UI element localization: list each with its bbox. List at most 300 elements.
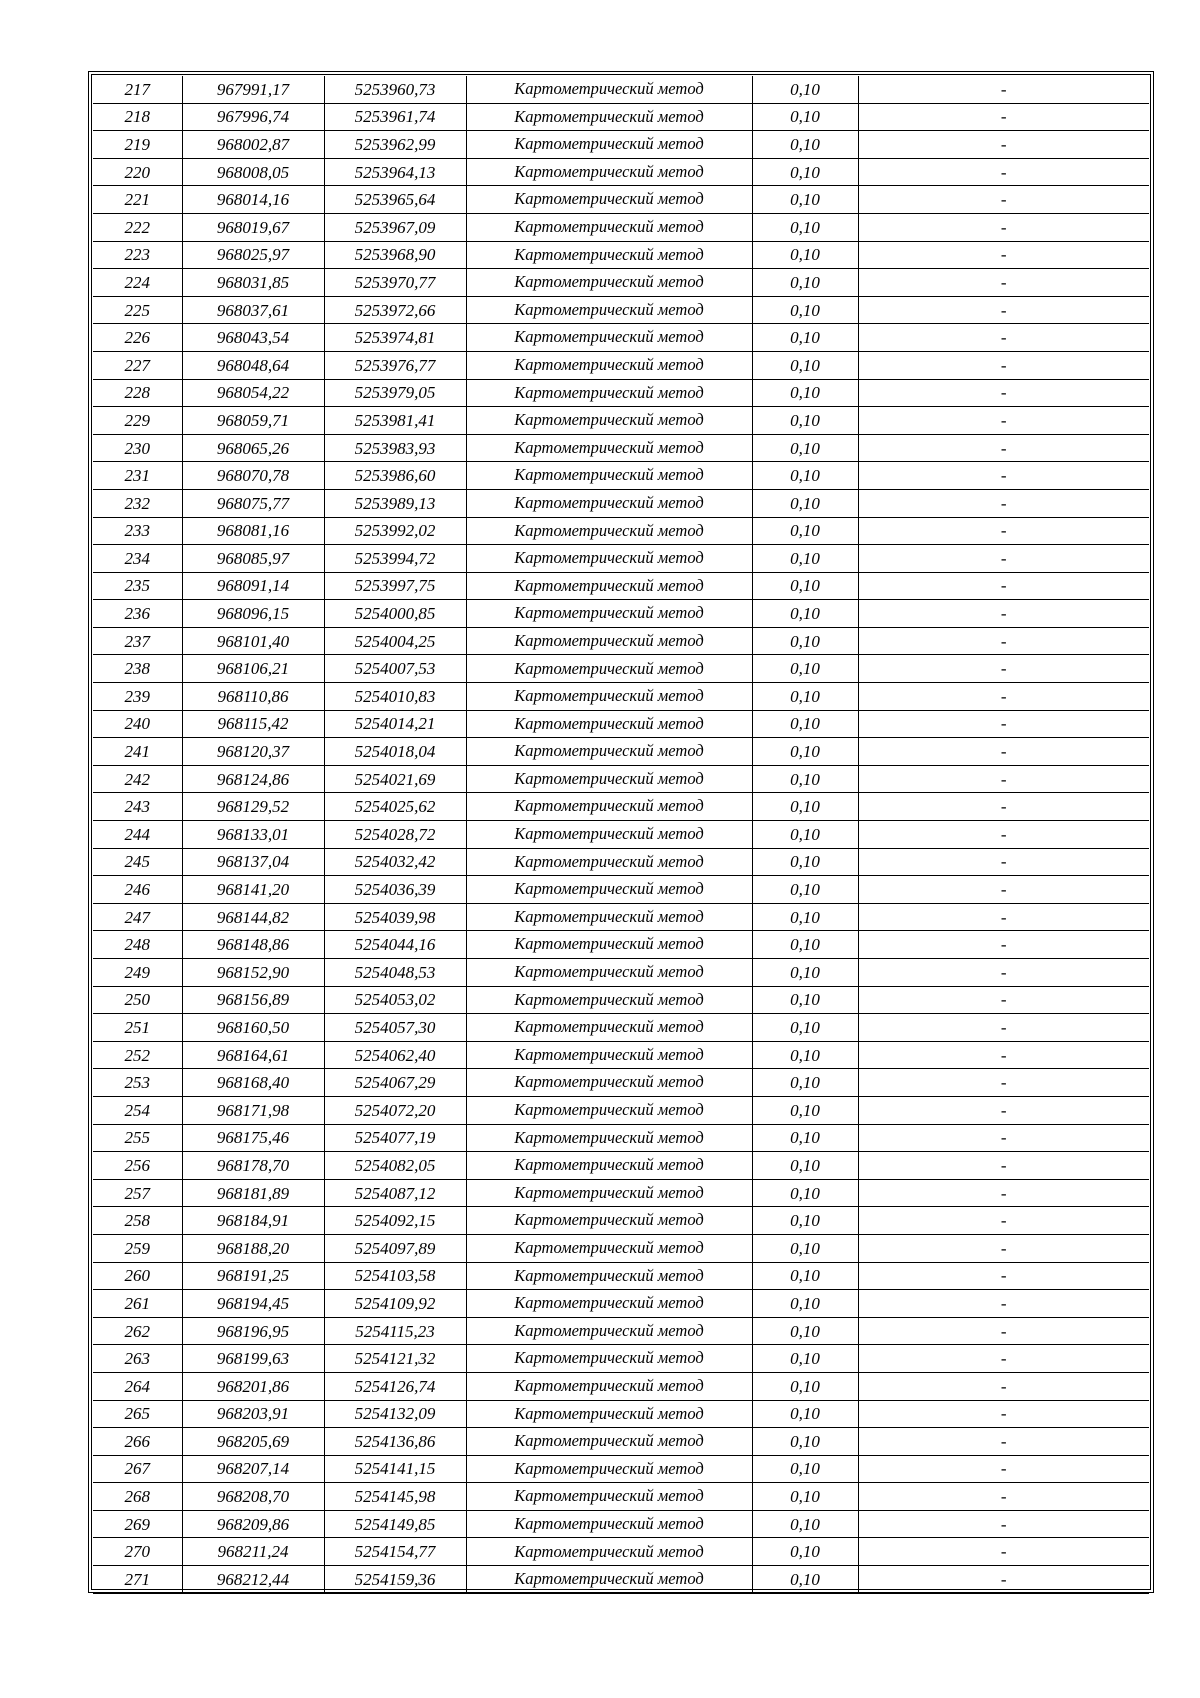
table-row xyxy=(93,379,1149,407)
table-row xyxy=(93,213,1149,241)
method-cell: Картометрический метод xyxy=(466,434,752,462)
x-coordinate-cell: 968196,95 xyxy=(182,1317,324,1345)
description-cell: - xyxy=(858,1483,1149,1511)
table-row xyxy=(93,407,1149,435)
y-coordinate-cell: 5254087,12 xyxy=(324,1179,466,1207)
method-cell: Картометрический метод xyxy=(466,986,752,1014)
x-coordinate-cell: 968208,70 xyxy=(182,1483,324,1511)
method-cell: Картометрический метод xyxy=(466,1124,752,1152)
method-cell: Картометрический метод xyxy=(466,1483,752,1511)
y-coordinate-cell: 5254062,40 xyxy=(324,1041,466,1069)
point-number-cell: 249 xyxy=(93,959,182,987)
precision-cell: 0,10 xyxy=(752,1207,858,1235)
precision-cell: 0,10 xyxy=(752,1317,858,1345)
y-coordinate-cell: 5254067,29 xyxy=(324,1069,466,1097)
precision-cell: 0,10 xyxy=(752,1538,858,1566)
method-cell: Картометрический метод xyxy=(466,76,752,103)
method-cell: Картометрический метод xyxy=(466,1014,752,1042)
description-cell: - xyxy=(858,627,1149,655)
y-coordinate-cell: 5254007,53 xyxy=(324,655,466,683)
y-coordinate-cell: 5254145,98 xyxy=(324,1483,466,1511)
description-cell: - xyxy=(858,1538,1149,1566)
description-cell: - xyxy=(858,1290,1149,1318)
y-coordinate-cell: 5253994,72 xyxy=(324,545,466,573)
x-coordinate-cell: 968115,42 xyxy=(182,710,324,738)
precision-cell: 0,10 xyxy=(752,1483,858,1511)
y-coordinate-cell: 5254000,85 xyxy=(324,600,466,628)
point-number-cell: 225 xyxy=(93,296,182,324)
y-coordinate-cell: 5253968,90 xyxy=(324,241,466,269)
description-cell: - xyxy=(858,1124,1149,1152)
precision-cell: 0,10 xyxy=(752,738,858,766)
description-cell: - xyxy=(858,1400,1149,1428)
description-cell: - xyxy=(858,876,1149,904)
description-cell: - xyxy=(858,1455,1149,1483)
description-cell: - xyxy=(858,1096,1149,1124)
description-cell: - xyxy=(858,1069,1149,1097)
x-coordinate-cell: 968212,44 xyxy=(182,1566,324,1594)
y-coordinate-cell: 5254057,30 xyxy=(324,1014,466,1042)
description-cell: - xyxy=(858,434,1149,462)
point-number-cell: 226 xyxy=(93,324,182,352)
y-coordinate-cell: 5253979,05 xyxy=(324,379,466,407)
x-coordinate-cell: 968002,87 xyxy=(182,131,324,159)
y-coordinate-cell: 5253983,93 xyxy=(324,434,466,462)
table-row xyxy=(93,1234,1149,1262)
y-coordinate-cell: 5253972,66 xyxy=(324,296,466,324)
precision-cell: 0,10 xyxy=(752,434,858,462)
x-coordinate-cell: 968201,86 xyxy=(182,1372,324,1400)
y-coordinate-cell: 5254132,09 xyxy=(324,1400,466,1428)
precision-cell: 0,10 xyxy=(752,1262,858,1290)
x-coordinate-cell: 968037,61 xyxy=(182,296,324,324)
method-cell: Картометрический метод xyxy=(466,821,752,849)
x-coordinate-cell: 968120,37 xyxy=(182,738,324,766)
description-cell: - xyxy=(858,103,1149,131)
table-row xyxy=(93,876,1149,904)
description-cell: - xyxy=(858,241,1149,269)
table-row xyxy=(93,931,1149,959)
point-number-cell: 258 xyxy=(93,1207,182,1235)
table-row xyxy=(93,1372,1149,1400)
point-number-cell: 221 xyxy=(93,186,182,214)
description-cell: - xyxy=(858,489,1149,517)
precision-cell: 0,10 xyxy=(752,959,858,987)
precision-cell: 0,10 xyxy=(752,683,858,711)
x-coordinate-cell: 968175,46 xyxy=(182,1124,324,1152)
precision-cell: 0,10 xyxy=(752,1510,858,1538)
point-number-cell: 255 xyxy=(93,1124,182,1152)
precision-cell: 0,10 xyxy=(752,931,858,959)
y-coordinate-cell: 5254154,77 xyxy=(324,1538,466,1566)
x-coordinate-cell: 968048,64 xyxy=(182,351,324,379)
description-cell: - xyxy=(858,1372,1149,1400)
y-coordinate-cell: 5254109,92 xyxy=(324,1290,466,1318)
table-row xyxy=(93,545,1149,573)
y-coordinate-cell: 5253970,77 xyxy=(324,269,466,297)
description-cell: - xyxy=(858,1014,1149,1042)
description-cell: - xyxy=(858,269,1149,297)
x-coordinate-cell: 968191,25 xyxy=(182,1262,324,1290)
method-cell: Картометрический метод xyxy=(466,1096,752,1124)
method-cell: Картометрический метод xyxy=(466,793,752,821)
method-cell: Картометрический метод xyxy=(466,1262,752,1290)
method-cell: Картометрический метод xyxy=(466,1372,752,1400)
table-row xyxy=(93,848,1149,876)
precision-cell: 0,10 xyxy=(752,324,858,352)
y-coordinate-cell: 5254021,69 xyxy=(324,765,466,793)
method-cell: Картометрический метод xyxy=(466,876,752,904)
point-number-cell: 265 xyxy=(93,1400,182,1428)
point-number-cell: 228 xyxy=(93,379,182,407)
y-coordinate-cell: 5253960,73 xyxy=(324,76,466,103)
table-row xyxy=(93,1096,1149,1124)
x-coordinate-cell: 968085,97 xyxy=(182,545,324,573)
y-coordinate-cell: 5254136,86 xyxy=(324,1428,466,1456)
x-coordinate-cell: 968101,40 xyxy=(182,627,324,655)
precision-cell: 0,10 xyxy=(752,876,858,904)
y-coordinate-cell: 5253964,13 xyxy=(324,158,466,186)
precision-cell: 0,10 xyxy=(752,351,858,379)
precision-cell: 0,10 xyxy=(752,627,858,655)
point-number-cell: 250 xyxy=(93,986,182,1014)
table-row xyxy=(93,1400,1149,1428)
description-cell: - xyxy=(858,986,1149,1014)
method-cell: Картометрический метод xyxy=(466,627,752,655)
precision-cell: 0,10 xyxy=(752,710,858,738)
precision-cell: 0,10 xyxy=(752,186,858,214)
method-cell: Картометрический метод xyxy=(466,931,752,959)
point-number-cell: 241 xyxy=(93,738,182,766)
description-cell: - xyxy=(858,821,1149,849)
x-coordinate-cell: 968019,67 xyxy=(182,213,324,241)
precision-cell: 0,10 xyxy=(752,1179,858,1207)
x-coordinate-cell: 968025,97 xyxy=(182,241,324,269)
table-row xyxy=(93,738,1149,766)
description-cell: - xyxy=(858,683,1149,711)
description-cell: - xyxy=(858,1207,1149,1235)
precision-cell: 0,10 xyxy=(752,1041,858,1069)
table-row xyxy=(93,765,1149,793)
description-cell: - xyxy=(858,76,1149,103)
table-row xyxy=(93,1290,1149,1318)
x-coordinate-cell: 968194,45 xyxy=(182,1290,324,1318)
method-cell: Картометрический метод xyxy=(466,1400,752,1428)
point-number-cell: 263 xyxy=(93,1345,182,1373)
method-cell: Картометрический метод xyxy=(466,103,752,131)
description-cell: - xyxy=(858,793,1149,821)
x-coordinate-cell: 968211,24 xyxy=(182,1538,324,1566)
method-cell: Картометрический метод xyxy=(466,1179,752,1207)
point-number-cell: 231 xyxy=(93,462,182,490)
method-cell: Картометрический метод xyxy=(466,1290,752,1318)
x-coordinate-cell: 968152,90 xyxy=(182,959,324,987)
method-cell: Картометрический метод xyxy=(466,269,752,297)
precision-cell: 0,10 xyxy=(752,296,858,324)
point-number-cell: 233 xyxy=(93,517,182,545)
point-number-cell: 270 xyxy=(93,1538,182,1566)
table-row xyxy=(93,903,1149,931)
table-row xyxy=(93,296,1149,324)
y-coordinate-cell: 5254036,39 xyxy=(324,876,466,904)
point-number-cell: 229 xyxy=(93,407,182,435)
point-number-cell: 243 xyxy=(93,793,182,821)
y-coordinate-cell: 5254010,83 xyxy=(324,683,466,711)
description-cell: - xyxy=(858,213,1149,241)
y-coordinate-cell: 5254044,16 xyxy=(324,931,466,959)
x-coordinate-cell: 968178,70 xyxy=(182,1152,324,1180)
x-coordinate-cell: 968156,89 xyxy=(182,986,324,1014)
y-coordinate-cell: 5254103,58 xyxy=(324,1262,466,1290)
y-coordinate-cell: 5254121,32 xyxy=(324,1345,466,1373)
description-cell: - xyxy=(858,1179,1149,1207)
method-cell: Картометрический метод xyxy=(466,655,752,683)
method-cell: Картометрический метод xyxy=(466,1317,752,1345)
point-number-cell: 245 xyxy=(93,848,182,876)
method-cell: Картометрический метод xyxy=(466,1069,752,1097)
x-coordinate-cell: 968133,01 xyxy=(182,821,324,849)
description-cell: - xyxy=(858,931,1149,959)
description-cell: - xyxy=(858,572,1149,600)
x-coordinate-cell: 968188,20 xyxy=(182,1234,324,1262)
precision-cell: 0,10 xyxy=(752,1152,858,1180)
precision-cell: 0,10 xyxy=(752,821,858,849)
description-cell: - xyxy=(858,1317,1149,1345)
point-number-cell: 238 xyxy=(93,655,182,683)
x-coordinate-cell: 968014,16 xyxy=(182,186,324,214)
precision-cell: 0,10 xyxy=(752,655,858,683)
method-cell: Картометрический метод xyxy=(466,296,752,324)
point-number-cell: 264 xyxy=(93,1372,182,1400)
point-number-cell: 230 xyxy=(93,434,182,462)
point-number-cell: 217 xyxy=(93,76,182,103)
description-cell: - xyxy=(858,324,1149,352)
table-row xyxy=(93,489,1149,517)
point-number-cell: 239 xyxy=(93,683,182,711)
x-coordinate-cell: 968110,86 xyxy=(182,683,324,711)
precision-cell: 0,10 xyxy=(752,241,858,269)
point-number-cell: 234 xyxy=(93,545,182,573)
method-cell: Картометрический метод xyxy=(466,1455,752,1483)
precision-cell: 0,10 xyxy=(752,1345,858,1373)
precision-cell: 0,10 xyxy=(752,1014,858,1042)
method-cell: Картометрический метод xyxy=(466,1510,752,1538)
table-row xyxy=(93,1483,1149,1511)
precision-cell: 0,10 xyxy=(752,462,858,490)
table-row xyxy=(93,627,1149,655)
precision-cell: 0,10 xyxy=(752,1428,858,1456)
y-coordinate-cell: 5254028,72 xyxy=(324,821,466,849)
table-row xyxy=(93,1345,1149,1373)
table-row xyxy=(93,1014,1149,1042)
y-coordinate-cell: 5254092,15 xyxy=(324,1207,466,1235)
y-coordinate-cell: 5254115,23 xyxy=(324,1317,466,1345)
x-coordinate-cell: 968043,54 xyxy=(182,324,324,352)
description-cell: - xyxy=(858,600,1149,628)
precision-cell: 0,10 xyxy=(752,1372,858,1400)
description-cell: - xyxy=(858,158,1149,186)
x-coordinate-cell: 968106,21 xyxy=(182,655,324,683)
precision-cell: 0,10 xyxy=(752,1096,858,1124)
description-cell: - xyxy=(858,296,1149,324)
x-coordinate-cell: 968148,86 xyxy=(182,931,324,959)
precision-cell: 0,10 xyxy=(752,1290,858,1318)
precision-cell: 0,10 xyxy=(752,407,858,435)
y-coordinate-cell: 5253967,09 xyxy=(324,213,466,241)
precision-cell: 0,10 xyxy=(752,1400,858,1428)
method-cell: Картометрический метод xyxy=(466,1041,752,1069)
table-row xyxy=(93,269,1149,297)
method-cell: Картометрический метод xyxy=(466,1538,752,1566)
document-sheet xyxy=(88,71,1154,1593)
precision-cell: 0,10 xyxy=(752,765,858,793)
method-cell: Картометрический метод xyxy=(466,959,752,987)
table-row xyxy=(93,1179,1149,1207)
x-coordinate-cell: 968141,20 xyxy=(182,876,324,904)
point-number-cell: 256 xyxy=(93,1152,182,1180)
table-row xyxy=(93,821,1149,849)
method-cell: Картометрический метод xyxy=(466,738,752,766)
table-row xyxy=(93,76,1149,103)
y-coordinate-cell: 5254048,53 xyxy=(324,959,466,987)
method-cell: Картометрический метод xyxy=(466,545,752,573)
point-number-cell: 271 xyxy=(93,1566,182,1594)
table-row xyxy=(93,655,1149,683)
x-coordinate-cell: 968075,77 xyxy=(182,489,324,517)
table-row xyxy=(93,600,1149,628)
table-row xyxy=(93,241,1149,269)
table-row xyxy=(93,710,1149,738)
precision-cell: 0,10 xyxy=(752,545,858,573)
x-coordinate-cell: 968031,85 xyxy=(182,269,324,297)
table-row xyxy=(93,1510,1149,1538)
y-coordinate-cell: 5253997,75 xyxy=(324,572,466,600)
table-row xyxy=(93,1455,1149,1483)
y-coordinate-cell: 5254126,74 xyxy=(324,1372,466,1400)
method-cell: Картометрический метод xyxy=(466,1207,752,1235)
table-row xyxy=(93,1207,1149,1235)
y-coordinate-cell: 5253961,74 xyxy=(324,103,466,131)
precision-cell: 0,10 xyxy=(752,1566,858,1594)
y-coordinate-cell: 5254018,04 xyxy=(324,738,466,766)
point-number-cell: 262 xyxy=(93,1317,182,1345)
y-coordinate-cell: 5254039,98 xyxy=(324,903,466,931)
x-coordinate-cell: 968096,15 xyxy=(182,600,324,628)
x-coordinate-cell: 968171,98 xyxy=(182,1096,324,1124)
description-cell: - xyxy=(858,131,1149,159)
description-cell: - xyxy=(858,959,1149,987)
table-row xyxy=(93,1317,1149,1345)
description-cell: - xyxy=(858,186,1149,214)
description-cell: - xyxy=(858,903,1149,931)
method-cell: Картометрический метод xyxy=(466,683,752,711)
precision-cell: 0,10 xyxy=(752,572,858,600)
x-coordinate-cell: 968137,04 xyxy=(182,848,324,876)
description-cell: - xyxy=(858,738,1149,766)
y-coordinate-cell: 5254077,19 xyxy=(324,1124,466,1152)
x-coordinate-cell: 968091,14 xyxy=(182,572,324,600)
point-number-cell: 266 xyxy=(93,1428,182,1456)
point-number-cell: 260 xyxy=(93,1262,182,1290)
table-row xyxy=(93,462,1149,490)
x-coordinate-cell: 968205,69 xyxy=(182,1428,324,1456)
y-coordinate-cell: 5253962,99 xyxy=(324,131,466,159)
x-coordinate-cell: 968199,63 xyxy=(182,1345,324,1373)
description-cell: - xyxy=(858,1566,1149,1594)
x-coordinate-cell: 968184,91 xyxy=(182,1207,324,1235)
description-cell: - xyxy=(858,655,1149,683)
description-cell: - xyxy=(858,351,1149,379)
table-row xyxy=(93,131,1149,159)
method-cell: Картометрический метод xyxy=(466,462,752,490)
method-cell: Картометрический метод xyxy=(466,1345,752,1373)
table-row xyxy=(93,434,1149,462)
table-row xyxy=(93,986,1149,1014)
description-cell: - xyxy=(858,1262,1149,1290)
y-coordinate-cell: 5254159,36 xyxy=(324,1566,466,1594)
table-row xyxy=(93,324,1149,352)
precision-cell: 0,10 xyxy=(752,103,858,131)
table-row xyxy=(93,1124,1149,1152)
method-cell: Картометрический метод xyxy=(466,710,752,738)
y-coordinate-cell: 5254032,42 xyxy=(324,848,466,876)
table-row xyxy=(93,1262,1149,1290)
point-number-cell: 237 xyxy=(93,627,182,655)
point-number-cell: 268 xyxy=(93,1483,182,1511)
method-cell: Картометрический метод xyxy=(466,158,752,186)
y-coordinate-cell: 5253989,13 xyxy=(324,489,466,517)
x-coordinate-cell: 968065,26 xyxy=(182,434,324,462)
point-number-cell: 253 xyxy=(93,1069,182,1097)
table-row xyxy=(93,1566,1149,1594)
table-row xyxy=(93,1538,1149,1566)
x-coordinate-cell: 968054,22 xyxy=(182,379,324,407)
point-number-cell: 236 xyxy=(93,600,182,628)
precision-cell: 0,10 xyxy=(752,793,858,821)
description-cell: - xyxy=(858,1510,1149,1538)
y-coordinate-cell: 5254149,85 xyxy=(324,1510,466,1538)
point-number-cell: 218 xyxy=(93,103,182,131)
table-row xyxy=(93,351,1149,379)
method-cell: Картометрический метод xyxy=(466,572,752,600)
point-number-cell: 251 xyxy=(93,1014,182,1042)
x-coordinate-cell: 968124,86 xyxy=(182,765,324,793)
method-cell: Картометрический метод xyxy=(466,600,752,628)
table-row xyxy=(93,1041,1149,1069)
precision-cell: 0,10 xyxy=(752,1069,858,1097)
point-number-cell: 254 xyxy=(93,1096,182,1124)
x-coordinate-cell: 968144,82 xyxy=(182,903,324,931)
table-row xyxy=(93,186,1149,214)
point-number-cell: 240 xyxy=(93,710,182,738)
y-coordinate-cell: 5253992,02 xyxy=(324,517,466,545)
description-cell: - xyxy=(858,1345,1149,1373)
table-row xyxy=(93,517,1149,545)
method-cell: Картометрический метод xyxy=(466,517,752,545)
x-coordinate-cell: 968168,40 xyxy=(182,1069,324,1097)
point-number-cell: 247 xyxy=(93,903,182,931)
y-coordinate-cell: 5253981,41 xyxy=(324,407,466,435)
method-cell: Картометрический метод xyxy=(466,1428,752,1456)
coordinates-table xyxy=(93,76,1149,1594)
table-row xyxy=(93,1152,1149,1180)
description-cell: - xyxy=(858,379,1149,407)
point-number-cell: 235 xyxy=(93,572,182,600)
method-cell: Картометрический метод xyxy=(466,131,752,159)
table-row xyxy=(93,683,1149,711)
y-coordinate-cell: 5253974,81 xyxy=(324,324,466,352)
point-number-cell: 269 xyxy=(93,1510,182,1538)
